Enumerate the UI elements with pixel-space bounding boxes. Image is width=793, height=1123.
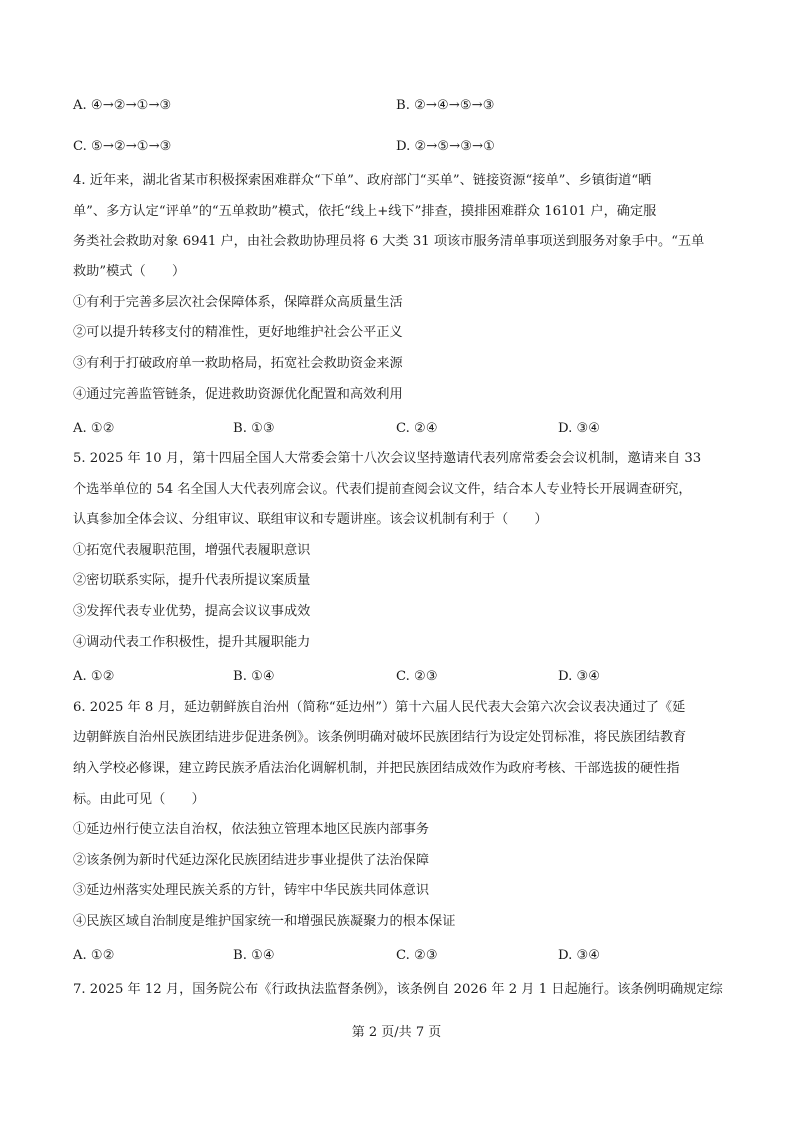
q5-options-row (73, 667, 733, 687)
q5-option-b[interactable]: B. ①④ (233, 669, 275, 684)
q4-options-row (73, 419, 733, 439)
page-number-footer: 第 2 页/共 7 页 (351, 1025, 442, 1040)
q5-option-d[interactable]: D. ③④ (558, 669, 601, 684)
q7-stem-line: 7. 2025 年 12 月，国务院公布《行政执法监督条例》，该条例自 2026 年 2 月 1 日起施行。该条例明确规定综 (73, 982, 723, 997)
q5-stem-line: 个选举单位的 54 名全国人大代表列席会议。代表们提前查阅会议文件，结合本人专业特长开展调查研究， (73, 482, 692, 497)
q4-stem-line: 4. 近年来，湖北省某市积极探索困难群众“下单”、政府部门“买单”、链接资源“接单”、乡镇街道“晒 (73, 173, 652, 188)
q5-option-a[interactable]: A. ①② (73, 669, 115, 684)
q5-statement-3: ③发挥代表专业优势，提高会议议事成效 (73, 604, 311, 619)
q3-option-c[interactable]: C. ⑤→②→①→③ (73, 139, 172, 154)
q6-stem-line: 纳入学校必修课，建立跨民族矛盾法治化调解机制，并把民族团结成效作为政府考核、干部选拔的硬性指 (73, 761, 680, 776)
q3-options-row-2 (73, 137, 733, 157)
q3-option-b[interactable]: B. ②→④→⑤→③ (396, 98, 495, 113)
q6-statement-4: ④民族区域自治制度是维护国家统一和增强民族凝聚力的根本保证 (73, 914, 456, 929)
q5-statement-2: ②密切联系实际，提升代表所提议案质量 (73, 573, 311, 588)
q6-option-d[interactable]: D. ③④ (558, 948, 601, 963)
q6-statement-3: ③延边州落实处理民族关系的方针，铸牢中华民族共同体意识 (73, 883, 430, 898)
q3-option-d[interactable]: D. ②→⑤→③→① (396, 139, 495, 154)
q6-statement-1: ①延边州行使立法自治权，依法独立管理本地区民族内部事务 (73, 822, 430, 837)
q5-statement-1: ①拓宽代表履职范围，增强代表履职意识 (73, 543, 311, 558)
q5-stem-line: 认真参加全体会议、分组审议、联组审议和专题讲座。该会议机制有利于（ ） (73, 512, 548, 527)
q5-statement-4: ④调动代表工作积极性，提升其履职能力 (73, 635, 311, 650)
q4-option-b[interactable]: B. ①③ (233, 421, 275, 436)
q4-statement-1: ①有利于完善多层次社会保障体系，保障群众高质量生活 (73, 295, 403, 310)
q4-statement-4: ④通过完善监管链条，促进救助资源优化配置和高效利用 (73, 387, 403, 402)
q4-stem-line: 单”、多方认定“评单”的“五单救助”模式，依托“线上+线下”排查，摸排困难群众 16101 户，确定服 (73, 204, 657, 219)
q6-option-c[interactable]: C. ②③ (396, 948, 438, 963)
q6-option-a[interactable]: A. ①② (73, 948, 115, 963)
q4-statement-3: ③有利于打破政府单一救助格局，拓宽社会救助资金来源 (73, 356, 403, 371)
q6-stem-line: 标。由此可见（ ） (73, 792, 205, 807)
q3-option-a[interactable]: A. ④→②→①→③ (73, 98, 172, 113)
q4-option-d[interactable]: D. ③④ (558, 421, 601, 436)
q4-statement-2: ②可以提升转移支付的精准性，更好地维护社会公平正义 (73, 325, 403, 340)
q5-option-c[interactable]: C. ②③ (396, 669, 438, 684)
q4-stem-line: 务类社会救助对象 6941 户，由社会救助协理员将 6 大类 31 项该市服务清单事项送到服务对象手中。“五单 (73, 234, 705, 249)
q5-stem-line: 5. 2025 年 10 月，第十四届全国人大常委会第十八次会议坚持邀请代表列席常委会会议机制，邀请来自 33 (73, 451, 702, 466)
q6-options-row (73, 946, 733, 966)
q6-option-b[interactable]: B. ①④ (233, 948, 275, 963)
q6-statement-2: ②该条例为新时代延边深化民族团结进步事业提供了法治保障 (73, 853, 430, 868)
q6-stem-line: 边朝鲜族自治州民族团结进步促进条例》。该条例明确对破坏民族团结行为设定处罚标准，将民族团结教育 (73, 730, 687, 745)
q4-stem-line: 救助”模式（ ） (73, 264, 186, 279)
q4-option-c[interactable]: C. ②④ (396, 421, 438, 436)
q4-option-a[interactable]: A. ①② (73, 421, 115, 436)
q6-stem-line: 6. 2025 年 8 月，延边朝鲜族自治州（简称“延边州”）第十六届人民代表大会第六次会议表决通过了《延 (73, 700, 686, 715)
q3-options-row-1 (73, 96, 733, 116)
